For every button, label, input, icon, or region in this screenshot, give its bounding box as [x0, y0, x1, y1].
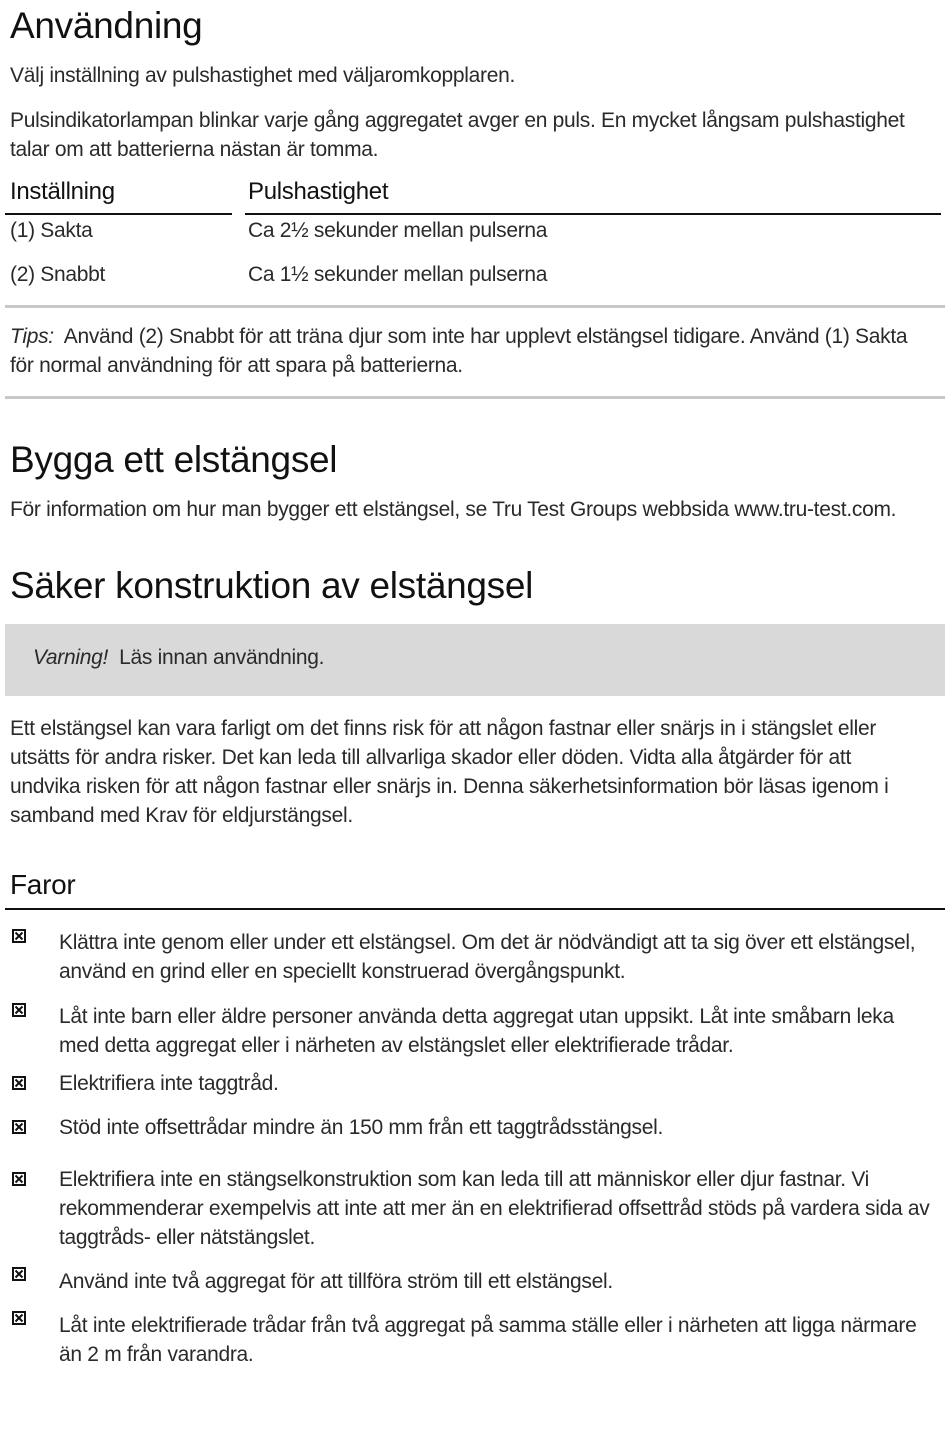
- table-cell-setting: (2) Snabbt: [10, 263, 106, 286]
- hazard-text: Stöd inte offsettrådar mindre än 150 mm från ett taggtrådsstängsel.: [59, 1116, 664, 1139]
- table-header-setting: Inställning: [10, 178, 115, 205]
- indicator-text: Pulsindikatorlampan blinkar varje gång aggregatet avger en puls. En mycket långsam pulshastighet talar om att batterierna nästan är tomma.: [10, 109, 905, 161]
- bygga-text: För information om hur man bygger ett elstängsel, se Tru Test Groups webbsida www.tru-test.com.: [10, 498, 897, 521]
- hazard-text: Klättra inte genom eller under ett elstängsel. Om det är nödvändigt att ta sig över ett elstängsel, använd en grind eller en speciellt konstruerad övergångspunkt.: [59, 931, 916, 983]
- checkbox-x-icon: [12, 1120, 26, 1134]
- faror-rule: [5, 908, 945, 910]
- warning-content: [33, 646, 324, 670]
- tip-label: Tips:: [10, 325, 54, 348]
- checkbox-x-icon: [12, 1311, 26, 1325]
- tip-text: Använd (2) Snabbt för att träna djur som inte har upplevt elstängsel tidigare. Använd (1) Sakta för normal användning för att spara på batterierna.: [10, 325, 908, 377]
- hazard-text: Låt inte elektrifierade trådar från två aggregat på samma ställe eller i närheten att ligga närmare än 2 m från varandra.: [59, 1314, 917, 1366]
- table-cell-rate: Ca 1½ sekunder mellan pulserna: [248, 263, 548, 286]
- warning-text: Läs innan användning.: [119, 646, 325, 669]
- section-title-anvandning: Användning: [10, 5, 203, 46]
- checkbox-x-icon: [12, 1267, 26, 1281]
- checkbox-x-icon: [12, 1172, 26, 1186]
- divider: [5, 396, 945, 399]
- checkbox-x-icon: [12, 1076, 26, 1090]
- section-title-bygga: Bygga ett elstängsel: [10, 439, 338, 480]
- warning-box: [5, 624, 945, 696]
- hazard-text: Elektrifiera inte taggtråd.: [59, 1072, 279, 1095]
- table-cell-rate: Ca 2½ sekunder mellan pulserna: [248, 219, 548, 242]
- table-header-rate: Pulshastighet: [248, 178, 389, 205]
- table-cell-setting: (1) Sakta: [10, 219, 93, 242]
- divider: [5, 305, 945, 308]
- checkbox-x-icon: [12, 1003, 26, 1017]
- warning-label: Varning!: [33, 646, 109, 669]
- section-title-saker: Säker konstruktion av elstängsel: [10, 565, 534, 606]
- checkbox-x-icon: [12, 929, 26, 943]
- hazard-text: Låt inte barn eller äldre personer använda detta aggregat utan uppsikt. Låt inte småbarn leka med detta aggregat eller i närheten av elstängslet eller elektrifierade trådar.: [59, 1005, 894, 1057]
- safety-body-text: Ett elstängsel kan vara farligt om det finns risk för att någon fastnar eller snärjs in i stängslet eller utsätts för andra risker. Det kan leda till allvarliga skador eller döden. Vidta alla åtgärder för att undvika risken för att någon fastnar eller snärjs in. Denna säkerhetsinformation bör läsas igenom i samband med Krav för eldjurstängsel.: [10, 717, 889, 827]
- table-header-rule-left: [5, 213, 232, 215]
- tip-paragraph: [10, 322, 928, 380]
- table-header-rule-right: [245, 213, 941, 215]
- hazard-text: Använd inte två aggregat för att tillföra ström till ett elstängsel.: [59, 1270, 613, 1293]
- intro-text: Välj inställning av pulshastighet med väljaromkopplaren.: [10, 64, 515, 87]
- subsection-title-faror: Faror: [10, 869, 76, 900]
- hazard-text: Elektrifiera inte en stängselkonstruktion som kan leda till att människor eller djur fastnar. Vi rekommenderar exempelvis att inte att mer än en elektrifierad offsettråd stöds på vardera sida av taggtråds- eller nätstängslet.: [59, 1168, 930, 1249]
